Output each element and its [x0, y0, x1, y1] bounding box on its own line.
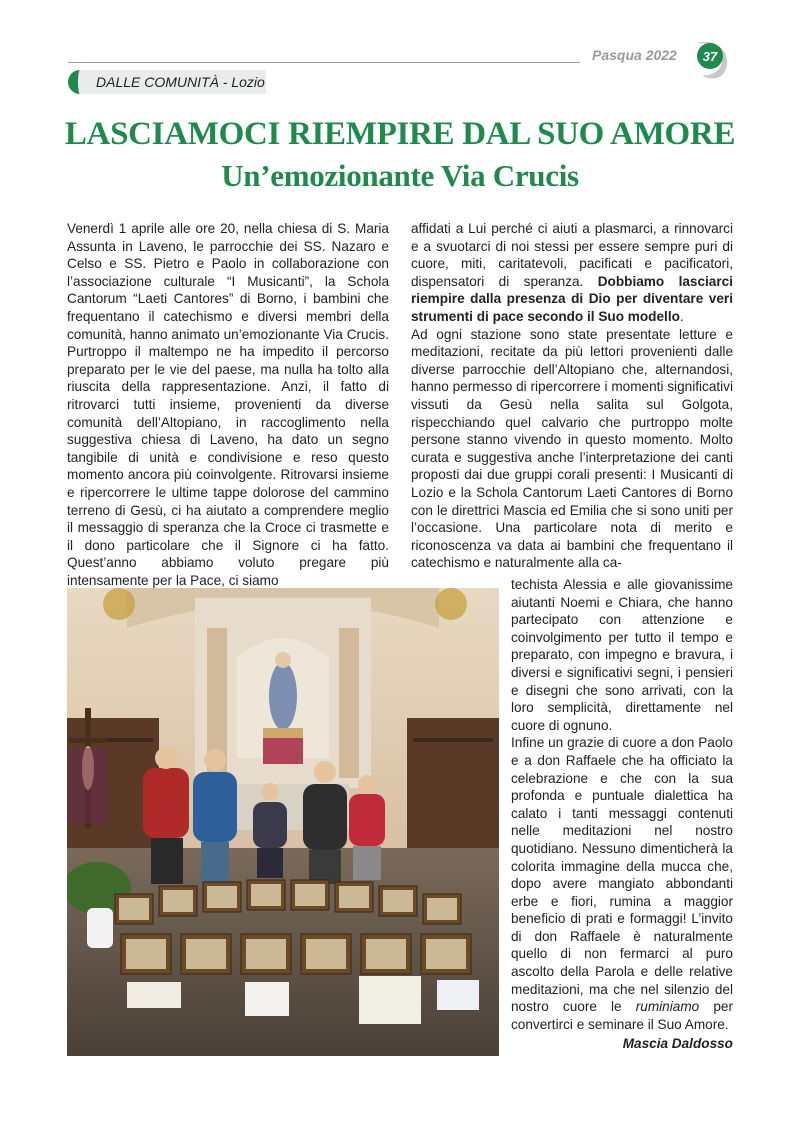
section-label: DALLE COMUNITÀ - Lozio — [96, 74, 265, 90]
wrap-paragraph-2-end: techista Alessia e alle giovanissime aiutanti Noemi e Chiara, che hanno partecipato con attenzione e coinvolgimento per tutto il tempo e preparato, con impegno e bravura, i diversi e significativi segni, i pensieri e disegni che sono arrivati, con la loro semplicità, direttamente nel cuore di ognuno. — [511, 577, 733, 733]
right-p1-bold: Dobbiamo lasciarci riempire dalla presenza di Dio per diventare veri strumenti di pace secondo il Suo modello — [411, 273, 733, 324]
article-subtitle: Un’emozionante Via Crucis — [221, 158, 579, 193]
wrap-column — [511, 576, 733, 1033]
left-paragraph: Venerdì 1 aprile alle ore 20, nella chiesa di S. Maria Assunta in Laveno, le parrocchie dei SS. Nazaro e Celso e SS. Pietro e Paolo in collaborazione con l’associazione culturale “I Musicanti”, la Schola Cantorum “Laeti Cantores” di Borno, i bambini che frequentano il catechismo e diversi membri della comunità, hanno animato un’emozionante Via Crucis. Purtroppo il maltempo ne ha impedito il percorso preparato per le vie del paese, ma nulla ha tolto alla riuscita della rappresentazione. Anzi, il fatto di ritrovarci tutti insieme, provenienti da diverse comunità dell’Altopiano, in raccoglimento nella suggestiva chiesa di Laveno, ha dato un segno tangibile di unità e condivisione e reso questo momento ancora più coinvolgente. Ritrovarsi insieme e ripercorrere le ultime tappe dolorose del cammino terreno di Gesù, ci ha aiutato a comprendere meglio il messaggio di speranza che la Croce ci trasmette e il dono particolare che il Signore ci ha fatto. Quest’anno abbiamo voluto pregare più intensamente per la Pace, ci siamo — [67, 221, 389, 588]
wrap-p3-italic: ruminiamo — [635, 999, 700, 1015]
right-p1-end: . — [679, 308, 684, 324]
author-signature: Mascia Daldosso — [622, 1036, 733, 1051]
right-column — [411, 220, 733, 572]
right-paragraph-2: Ad ogni stazione sono state presentate letture e meditazioni, recitate da più lettori provenienti dalle diverse parrocchie dell’Altopiano che, alternandosi, hanno permesso di ripercorrere i momenti significativi vissuti da Gesù nella salita sul Golgota, rispecchiando quel calvario che purtroppo molte persone stanno vivendo in questo momento. Molto curata e suggestiva anche l’interpretazione dei canti proposti dai due gruppi corali presenti: I Musicanti di Lozio e la Schola Cantorum Laeti Cantores di Borno con le direttrici Mascia ed Emilia che si sono uniti per l’occasione. Una particolare nota di merito e riconoscenza va data ai bambini che frequentano il catechismo e naturalmente alla ca- — [411, 326, 733, 571]
wrap-p3-start: Infine un grazie di cuore a don Paolo e a don Raffaele che ha officiato la celebrazione e che con la sua profonda e puntuale dialettica ha calato i tanti messaggi contenuti nelle meditazioni nel nostro quotidiano. Nessuno dimenticherà la colorita immagine della mucca che, dopo avere mangiato abbondanti erbe e fiori, rumina a maggior beneficio di prati e formaggi! L’invito di don Raffaele è naturalmente quello di non fermarci al puro ascolto della Parola e delle relative meditazioni, ma che nel silenzio del nostro cuore le — [511, 735, 733, 1015]
church-photo-illustration — [67, 588, 499, 1056]
issue-label: Pasqua 2022 — [592, 47, 677, 63]
header-rule — [68, 62, 580, 63]
wrap-p3-end: per convertirci e seminare il Suo Amore. — [511, 999, 733, 1032]
page-number-badge: 37 — [697, 43, 723, 69]
wrap-paragraph-3 — [511, 734, 733, 1033]
article-title: LASCIAMOCI RIEMPIRE DAL SUO AMORE — [64, 116, 736, 152]
section-tab — [68, 70, 266, 94]
right-p1-start: affidati a Lui perché ci aiuti a plasmarci, a rinnovarci e a svuotarci di noi stessi per essere sempre puri di cuore, miti, caritatevoli, pacificati e pacificatori, dispensatori di speranza. — [411, 221, 733, 289]
right-paragraph-1 — [411, 220, 733, 326]
church-photo — [67, 588, 499, 1056]
left-column — [67, 220, 389, 589]
